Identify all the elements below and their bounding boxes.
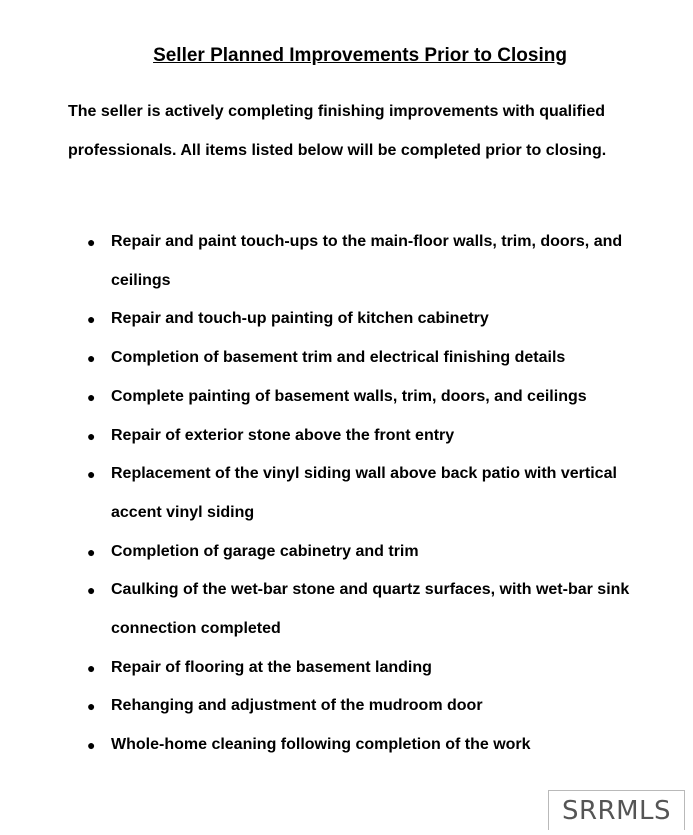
list-item — [0, 726, 631, 765]
list-item — [0, 223, 631, 300]
list-item — [0, 649, 631, 688]
document-title: Seller Planned Improvements Prior to Closing — [153, 45, 567, 66]
list-item-text: Caulking of the wet-bar stone and quartz surfaces, with wet-bar sink connection completed — [111, 581, 630, 638]
bullet-icon: ● — [87, 350, 96, 367]
list-item-text: Complete painting of basement walls, trim, doors, and ceilings — [111, 387, 587, 405]
list-item-text: Rehanging and adjustment of the mudroom door — [111, 697, 483, 715]
bullet-icon: ● — [87, 698, 96, 715]
bullet-icon: ● — [87, 543, 96, 560]
bullet-icon: ● — [87, 737, 96, 754]
list-item — [0, 533, 631, 572]
list-item-text: Whole-home cleaning following completion of the work — [111, 736, 531, 754]
bullet-icon: ● — [87, 311, 96, 328]
list-item — [0, 339, 631, 378]
bullet-icon: ● — [87, 582, 96, 599]
list-item-text: Repair and touch-up painting of kitchen cabinetry — [111, 310, 489, 328]
list-item-text: Replacement of the vinyl siding wall above back patio with vertical accent vinyl siding — [111, 465, 617, 521]
improvements-list — [0, 223, 693, 765]
bullet-icon: ● — [87, 388, 96, 405]
list-item-text: Repair and paint touch-ups to the main-floor walls, trim, doors, and ceilings — [111, 233, 623, 289]
srrmls-watermark: SRRMLS — [548, 790, 685, 830]
list-item-text: Repair of flooring at the basement landing — [111, 658, 432, 676]
list-item — [0, 300, 631, 339]
bullet-icon: ● — [87, 234, 96, 250]
list-item-text: Completion of garage cabinetry and trim — [111, 542, 419, 560]
list-item — [0, 417, 631, 456]
list-item — [0, 687, 631, 726]
list-item-text: Completion of basement trim and electrical finishing details — [111, 349, 566, 367]
bullet-icon: ● — [87, 427, 96, 444]
bullet-icon: ● — [87, 659, 96, 676]
list-item — [0, 455, 631, 532]
bullet-icon: ● — [87, 466, 96, 483]
intro-paragraph: The seller is actively completing finishing improvements with qualified professionals. All items listed below will be completed prior to closing. — [68, 103, 607, 159]
list-item — [0, 571, 631, 648]
list-item — [0, 378, 631, 417]
list-item-text: Repair of exterior stone above the front entry — [111, 426, 455, 444]
